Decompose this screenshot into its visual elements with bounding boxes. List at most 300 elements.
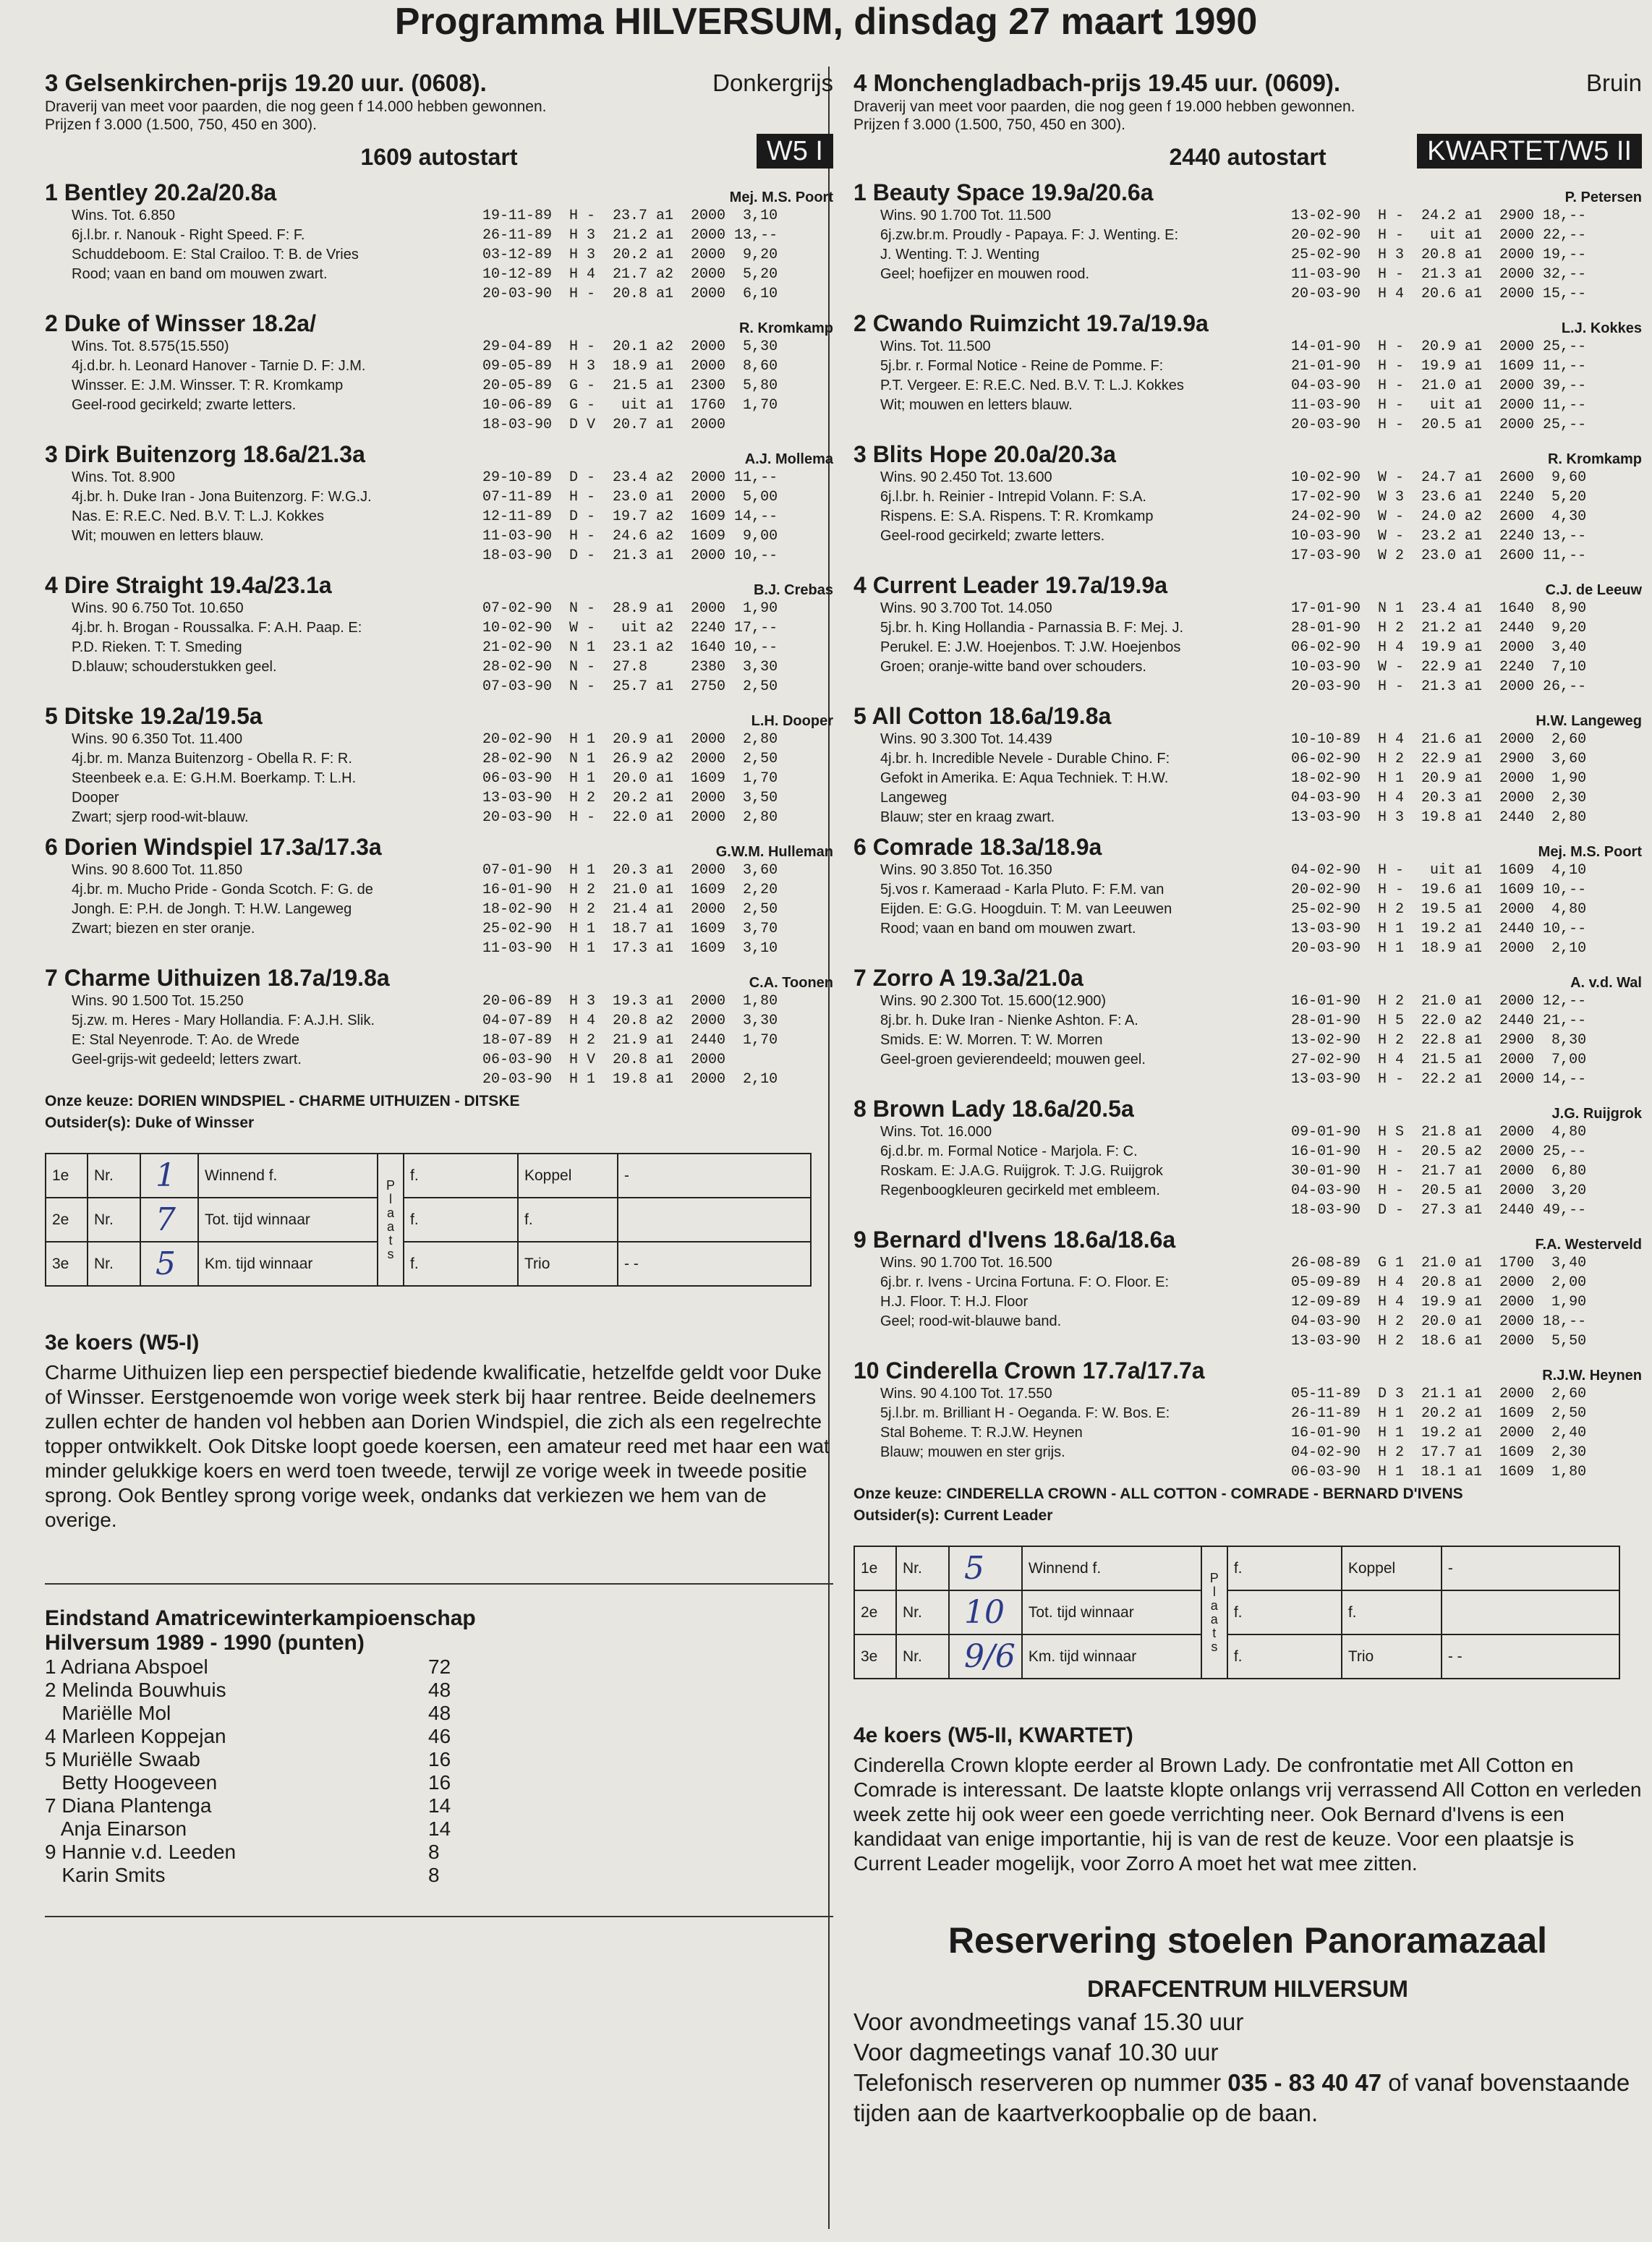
horse-description-line: Nas. E: R.E.C. Ned. B.V. T: L.J. Kokkes bbox=[72, 508, 325, 524]
article-title: 4e koers (W5-II, KWARTET) bbox=[853, 1723, 1133, 1747]
trio-dash: - - bbox=[1442, 1634, 1619, 1679]
standings-row bbox=[45, 1794, 833, 1817]
horse-description-line: Wins. Tot. 8.900 bbox=[72, 469, 176, 485]
horse-form bbox=[482, 730, 833, 827]
horse-name: 7 Zorro A 19.3a/21.0a bbox=[853, 965, 1083, 991]
horse-form bbox=[1291, 1384, 1642, 1482]
horse-description-line: Dooper bbox=[72, 790, 119, 806]
horse-form bbox=[482, 206, 833, 304]
total-time-label: Tot. tijd winnaar bbox=[1022, 1590, 1201, 1634]
ad-line: Voor dagmeetings vanaf 10.30 uur bbox=[853, 2039, 1219, 2066]
form-line: 10-10-89 H 4 21.6 a1 2000 2,60 bbox=[1291, 731, 1587, 748]
race-4-article bbox=[853, 1723, 1642, 1876]
form-line: 13-03-90 H 1 19.2 a1 2440 10,-- bbox=[1291, 921, 1587, 937]
horse-description-line: 6j.br. r. Ivens - Urcina Fortuna. F: O. Floor. E: bbox=[880, 1274, 1170, 1290]
horse-trainer: P. Petersen bbox=[1564, 189, 1642, 205]
horse-trainer: B.J. Crebas bbox=[753, 582, 833, 598]
form-line: 29-10-89 D - 23.4 a2 2000 11,-- bbox=[482, 469, 778, 486]
horse-trainer: H.W. Langeweg bbox=[1536, 713, 1642, 729]
rider-name: 9 Hannie v.d. Leeden bbox=[45, 1841, 237, 1863]
horse-description bbox=[72, 206, 498, 284]
rider-points: 48 bbox=[428, 1679, 451, 1701]
form-line: 18-07-89 H 2 21.9 a1 2440 1,70 bbox=[482, 1032, 778, 1049]
form-line: 20-02-90 H - 19.6 a1 1609 10,-- bbox=[1291, 882, 1587, 898]
horse-description-line: 5j.br. r. Formal Notice - Reine de Pomme. F: bbox=[880, 358, 1164, 374]
horse-trainer: R.J.W. Heynen bbox=[1542, 1368, 1642, 1384]
horse-description-line: Wins. 90 3.300 Tot. 14.439 bbox=[880, 731, 1052, 747]
horse-description-line: Geel-rood gecirkeld; zwarte letters. bbox=[880, 528, 1105, 544]
horse-description-line: Wins. Tot. 8.575(15.550) bbox=[72, 338, 229, 354]
horse-description-line: Eijden. E: G.G. Hoogduin. T: M. van Leeuwen bbox=[880, 901, 1172, 917]
horse-trainer: J.G. Ruijgrok bbox=[1551, 1106, 1642, 1122]
standings-row bbox=[45, 1655, 833, 1679]
horse-header bbox=[853, 833, 1642, 861]
plaats-label: P l a a t s bbox=[1201, 1546, 1227, 1679]
horse-description bbox=[880, 468, 1307, 546]
race-color: Bruin bbox=[1585, 69, 1642, 96]
form-line: 04-03-90 H - 21.0 a1 2000 39,-- bbox=[1291, 378, 1587, 394]
form-line: 13-02-90 H - 24.2 a1 2900 18,-- bbox=[1291, 208, 1587, 224]
form-line: 28-02-90 N - 27.8 2380 3,30 bbox=[482, 659, 778, 675]
result-table bbox=[45, 1153, 812, 1287]
horse-form bbox=[1291, 599, 1642, 696]
horse-description-line: Rispens. E: S.A. Rispens. T: R. Kromkamp bbox=[880, 508, 1154, 524]
race-distance: 2440 autostart bbox=[1169, 144, 1327, 170]
form-line: 12-11-89 D - 19.7 a2 1609 14,-- bbox=[482, 508, 778, 525]
form-line: 03-12-89 H 3 20.2 a1 2000 9,20 bbox=[482, 247, 778, 263]
handwritten-third: 5 bbox=[140, 1242, 198, 1286]
form-line: 20-03-90 H - 20.8 a1 2000 6,10 bbox=[482, 286, 778, 302]
form-line: 04-03-90 H 4 20.3 a1 2000 2,30 bbox=[1291, 790, 1587, 806]
horse-form bbox=[482, 468, 833, 566]
km-time-label: Km. tijd winnaar bbox=[1022, 1634, 1201, 1679]
horse-description-line: Zwart; sjerp rood-wit-blauw. bbox=[72, 809, 249, 825]
trio-label: Trio bbox=[1342, 1634, 1442, 1679]
standings-row bbox=[45, 1702, 833, 1725]
form-line: 09-01-90 H S 21.8 a1 2000 4,80 bbox=[1291, 1124, 1587, 1141]
form-line: 10-03-90 W - 23.2 a1 2240 13,-- bbox=[1291, 528, 1587, 545]
horse-description-line: Wins. 90 6.350 Tot. 11.400 bbox=[72, 731, 243, 747]
rider-name: Mariëlle Mol bbox=[45, 1702, 171, 1724]
form-line: 20-03-90 H - 22.0 a1 2000 2,80 bbox=[482, 809, 778, 826]
championship-standings bbox=[45, 1606, 833, 1887]
horse-description-line: Wins. 90 3.850 Tot. 16.350 bbox=[880, 862, 1052, 878]
horse-description bbox=[880, 337, 1307, 415]
horse-description-line: Wins. 90 1.700 Tot. 16.500 bbox=[880, 1255, 1052, 1271]
horse-description bbox=[880, 1253, 1307, 1331]
form-line: 26-11-89 H 3 21.2 a1 2000 13,-- bbox=[482, 227, 778, 244]
form-line: 13-03-90 H - 22.2 a1 2000 14,-- bbox=[1291, 1071, 1587, 1088]
form-line: 13-03-90 H 3 19.8 a1 2440 2,80 bbox=[1291, 809, 1587, 826]
rider-name: 2 Melinda Bouwhuis bbox=[45, 1679, 226, 1701]
form-line: 13-02-90 H 2 22.8 a1 2900 8,30 bbox=[1291, 1032, 1587, 1049]
ad-subtitle: DRAFCENTRUM HILVERSUM bbox=[1087, 1976, 1408, 2002]
form-line: 20-03-90 H 4 20.6 a1 2000 15,-- bbox=[1291, 286, 1587, 302]
form-line: 07-01-90 H 1 20.3 a1 2000 3,60 bbox=[482, 862, 778, 879]
horse-description-line: 6j.zw.br.m. Proudly - Papaya. F: J. Wenting. E: bbox=[880, 227, 1179, 243]
form-line: 10-03-90 W - 22.9 a1 2240 7,10 bbox=[1291, 659, 1587, 675]
nr-label: Nr. bbox=[88, 1154, 140, 1198]
horse-description-line: Geel-grijs-wit gedeeld; letters zwart. bbox=[72, 1052, 302, 1067]
f-label: f. bbox=[1227, 1546, 1342, 1590]
race-name: 3 Gelsenkirchen-prijs 19.20 uur. (0608). bbox=[45, 69, 487, 96]
horse-form bbox=[1291, 1253, 1642, 1351]
f-label: f. bbox=[1227, 1634, 1342, 1679]
f-label: f. bbox=[404, 1198, 518, 1242]
rider-points: 16 bbox=[428, 1771, 451, 1794]
horse-description-line: Rood; vaan en band om mouwen zwart. bbox=[72, 266, 328, 282]
standings-row bbox=[45, 1864, 833, 1887]
horse-description-line: Steenbeek e.a. E: G.H.M. Boerkamp. T: L.H. bbox=[72, 770, 357, 786]
form-line: 28-01-90 H 2 21.2 a1 2440 9,20 bbox=[1291, 620, 1587, 636]
ad-line-text: Telefonisch reserveren op nummer bbox=[853, 2069, 1228, 2096]
horse-name: 4 Current Leader 19.7a/19.9a bbox=[853, 572, 1168, 598]
form-line: 21-01-90 H - 19.9 a1 1609 11,-- bbox=[1291, 358, 1587, 375]
form-line: 25-02-90 H 1 18.7 a1 1609 3,70 bbox=[482, 921, 778, 937]
form-line: 16-01-90 H - 20.5 a2 2000 25,-- bbox=[1291, 1143, 1587, 1160]
form-line: 12-09-89 H 4 19.9 a1 2000 1,90 bbox=[1291, 1294, 1587, 1310]
horse-description-line: 4j.br. h. Duke Iran - Jona Buitenzorg. F: W.G.J. bbox=[72, 489, 372, 505]
horse-header bbox=[853, 179, 1642, 206]
page-title: Programma HILVERSUM, dinsdag 27 maart 1990 bbox=[394, 1, 1258, 43]
horse-description-line: 6j.l.br. r. Nanouk - Right Speed. F: F. bbox=[72, 227, 305, 243]
horse-description-line: Roskam. E: J.A.G. Ruijgrok. T: J.G. Ruijgrok bbox=[880, 1163, 1163, 1179]
form-line: 20-03-90 H - 20.5 a1 2000 25,-- bbox=[1291, 417, 1587, 433]
horse-header bbox=[853, 310, 1642, 337]
form-line: 27-02-90 H 4 21.5 a1 2000 7,00 bbox=[1291, 1052, 1587, 1068]
form-line: 04-03-90 H - 20.5 a1 2000 3,20 bbox=[1291, 1182, 1587, 1199]
race-prizes: Prijzen f 3.000 (1.500, 750, 450 en 300). bbox=[45, 116, 317, 133]
place-label: 1e bbox=[46, 1154, 88, 1198]
form-line: 10-02-90 W - 24.7 a1 2600 9,60 bbox=[1291, 469, 1587, 486]
horse-name: 2 Cwando Ruimzicht 19.7a/19.9a bbox=[853, 310, 1209, 336]
horse-form bbox=[1291, 992, 1642, 1089]
horse-description-line: 6j.d.br. m. Formal Notice - Marjola. F: C. bbox=[880, 1143, 1138, 1159]
horse-description-line: Geel; hoefijzer en mouwen rood. bbox=[880, 266, 1090, 282]
race-header bbox=[45, 69, 833, 98]
horse-form bbox=[482, 861, 833, 958]
rider-points: 46 bbox=[428, 1725, 451, 1747]
km-time-label: Km. tijd winnaar bbox=[198, 1242, 378, 1286]
horse-description-line: Wit; mouwen en letters blauw. bbox=[72, 528, 264, 544]
form-line: 26-08-89 G 1 21.0 a1 1700 3,40 bbox=[1291, 1255, 1587, 1271]
horse-description bbox=[880, 1122, 1307, 1201]
horse-entry bbox=[853, 1226, 1642, 1351]
form-line: 11-03-90 H - 24.6 a2 1609 9,00 bbox=[482, 528, 778, 545]
horse-form bbox=[482, 337, 833, 435]
plaats-label: P l a a t s bbox=[378, 1154, 404, 1286]
form-line: 18-03-90 D - 27.3 a1 2440 49,-- bbox=[1291, 1202, 1587, 1219]
horse-description bbox=[880, 1384, 1307, 1462]
horse-trainer: L.J. Kokkes bbox=[1561, 320, 1642, 336]
horse-name: 5 All Cotton 18.6a/19.8a bbox=[853, 703, 1112, 729]
phone-number: 035 - 83 40 47 bbox=[1227, 2069, 1382, 2096]
horse-name: 6 Comrade 18.3a/18.9a bbox=[853, 834, 1102, 860]
horse-trainer: A. v.d. Wal bbox=[1570, 975, 1642, 991]
form-line: 20-05-89 G - 21.5 a1 2300 5,80 bbox=[482, 378, 778, 394]
rider-points: 72 bbox=[428, 1655, 451, 1678]
horse-description-line: 5j.br. h. King Hollandia - Parnassia B. F: Mej. J. bbox=[880, 620, 1184, 636]
horse-entry bbox=[853, 964, 1642, 1089]
horse-description-line: 5j.zw. m. Heres - Mary Hollandia. F: A.J.H. Slik. bbox=[72, 1013, 375, 1028]
horse-name: 7 Charme Uithuizen 18.7a/19.8a bbox=[45, 965, 390, 991]
horse-entry bbox=[853, 1095, 1642, 1220]
horse-description-line: Blauw; mouwen en ster grijs. bbox=[880, 1444, 1065, 1460]
form-line: 11-03-90 H - uit a1 2000 11,-- bbox=[1291, 397, 1587, 414]
horse-description-line: Wins. 90 3.700 Tot. 14.050 bbox=[880, 600, 1052, 616]
horse-description bbox=[880, 599, 1307, 677]
article-title: 3e koers (W5-I) bbox=[45, 1331, 200, 1355]
horse-description bbox=[72, 337, 498, 415]
horse-description-line: Wins. Tot. 11.500 bbox=[880, 338, 991, 354]
form-line: 10-02-90 W - uit a2 2240 17,-- bbox=[482, 620, 778, 636]
form-line: 18-02-90 H 1 20.9 a1 2000 1,90 bbox=[1291, 770, 1587, 787]
horse-trainer: F.A. Westerveld bbox=[1535, 1237, 1642, 1253]
trio-label: Trio bbox=[518, 1242, 618, 1286]
rider-points: 14 bbox=[428, 1794, 451, 1817]
form-line: 20-03-90 H 1 19.8 a1 2000 2,10 bbox=[482, 1071, 778, 1088]
form-line: 30-01-90 H - 21.7 a1 2000 6,80 bbox=[1291, 1163, 1587, 1180]
section-divider bbox=[45, 1583, 833, 1585]
section-divider bbox=[45, 1916, 833, 1917]
form-line: 14-01-90 H - 20.9 a1 2000 25,-- bbox=[1291, 338, 1587, 355]
horse-header bbox=[45, 833, 833, 861]
horse-description-line: Wins. 90 6.750 Tot. 10.650 bbox=[72, 600, 244, 616]
horse-name: 10 Cinderella Crown 17.7a/17.7a bbox=[853, 1357, 1205, 1384]
form-line: 17-02-90 W 3 23.6 a1 2240 5,20 bbox=[1291, 489, 1587, 506]
horse-description-line: Wins. 90 2.450 Tot. 13.600 bbox=[880, 469, 1052, 485]
horse-description-line: P.T. Vergeer. E: R.E.C. Ned. B.V. T: L.J. Kokkes bbox=[880, 378, 1184, 393]
horse-description-line: Rood; vaan en band om mouwen zwart. bbox=[880, 921, 1136, 937]
horse-description-line: P.D. Rieken. T: T. Smeding bbox=[72, 639, 242, 655]
form-line: 20-02-90 H - uit a1 2000 22,-- bbox=[1291, 227, 1587, 244]
horse-description-line: Wins. 90 8.600 Tot. 11.850 bbox=[72, 862, 243, 878]
form-line: 20-06-89 H 3 19.3 a1 2000 1,80 bbox=[482, 993, 778, 1010]
horse-description-line: Wit; mouwen en letters blauw. bbox=[880, 397, 1073, 413]
form-line: 07-02-90 N - 28.9 a1 2000 1,90 bbox=[482, 600, 778, 617]
our-choice: Onze keuze: CINDERELLA CROWN - ALL COTTON - COMRADE - BERNARD D'IVENS bbox=[853, 1486, 1463, 1502]
horse-entry bbox=[853, 1357, 1642, 1482]
handwritten-second: 7 bbox=[140, 1198, 198, 1242]
horse-name: 1 Bentley 20.2a/20.8a bbox=[45, 179, 277, 205]
form-line: 28-02-90 N 1 26.9 a2 2000 2,50 bbox=[482, 751, 778, 767]
our-choice: Onze keuze: DORIEN WINDSPIEL - CHARME UITHUIZEN - DITSKE bbox=[45, 1093, 520, 1109]
horse-name: 5 Ditske 19.2a/19.5a bbox=[45, 703, 263, 729]
horse-entry bbox=[45, 310, 833, 435]
horse-entry bbox=[45, 964, 833, 1089]
horse-trainer: Mej. M.S. Poort bbox=[729, 189, 833, 205]
form-line: 06-02-90 H 2 22.9 a1 2900 3,60 bbox=[1291, 751, 1587, 767]
race-distance: 1609 autostart bbox=[360, 144, 518, 170]
race-3-article bbox=[45, 1330, 833, 1533]
horse-description-line: 5j.l.br. m. Brilliant H - Oeganda. F: W. Bos. E: bbox=[880, 1405, 1170, 1421]
form-line: 25-02-90 H 2 19.5 a1 2000 4,80 bbox=[1291, 901, 1587, 918]
standings-row bbox=[45, 1771, 833, 1794]
race-color: Donkergrijs bbox=[712, 69, 833, 96]
horse-form bbox=[482, 992, 833, 1089]
winnings-label: Winnend f. bbox=[198, 1154, 378, 1198]
f-label: f. bbox=[404, 1242, 518, 1286]
horse-header bbox=[45, 702, 833, 730]
form-line: 07-03-90 N - 25.7 a1 2750 2,50 bbox=[482, 678, 778, 695]
horse-description bbox=[72, 599, 498, 677]
horse-description-line: 4j.br. m. Manza Buitenzorg - Obella R. F: R. bbox=[72, 751, 352, 767]
form-line: 29-04-89 H - 20.1 a2 2000 5,30 bbox=[482, 338, 778, 355]
form-line: 09-05-89 H 3 18.9 a1 2000 8,60 bbox=[482, 358, 778, 375]
race-3-column bbox=[45, 69, 833, 1939]
horse-trainer: G.W.M. Hulleman bbox=[715, 844, 833, 860]
form-line: 21-02-90 N 1 23.1 a2 1640 10,-- bbox=[482, 639, 778, 656]
horse-name: 8 Brown Lady 18.6a/20.5a bbox=[853, 1096, 1134, 1122]
horse-description-line: 4j.br. h. Incredible Nevele - Durable Chino. F: bbox=[880, 751, 1170, 767]
ad-title: Reservering stoelen Panoramazaal bbox=[948, 1920, 1548, 1961]
horse-description-line: Wins. 90 1.700 Tot. 11.500 bbox=[880, 208, 1052, 223]
standings-row bbox=[45, 1841, 833, 1864]
f-label: f. bbox=[518, 1198, 618, 1242]
horse-description-line: Geel-rood gecirkeld; zwarte letters. bbox=[72, 397, 297, 413]
form-line: 04-02-90 H 2 17.7 a1 1609 2,30 bbox=[1291, 1444, 1587, 1461]
horse-header bbox=[45, 179, 833, 206]
place-label: 3e bbox=[46, 1242, 88, 1286]
race-conditions: Draverij van meet voor paarden, die nog geen f 19.000 hebben gewonnen. bbox=[853, 98, 1355, 115]
rider-name: Betty Hoogeveen bbox=[45, 1771, 218, 1794]
place-label: 2e bbox=[854, 1590, 896, 1634]
form-line: 20-03-90 H - 21.3 a1 2000 26,-- bbox=[1291, 678, 1587, 695]
horse-trainer: A.J. Mollema bbox=[744, 451, 833, 467]
horse-entry bbox=[853, 571, 1642, 696]
winnings-label: Winnend f. bbox=[1022, 1546, 1201, 1590]
handwritten-first: 1 bbox=[140, 1154, 198, 1198]
horse-trainer: R. Kromkamp bbox=[738, 320, 833, 336]
ad-line: Voor avondmeetings vanaf 15.30 uur bbox=[853, 2008, 1244, 2035]
standings-row bbox=[45, 1679, 833, 1702]
rider-points: 8 bbox=[428, 1864, 440, 1886]
horse-description-line: Jongh. E: P.H. de Jongh. T: H.W. Langeweg bbox=[72, 901, 352, 917]
rider-points: 48 bbox=[428, 1702, 451, 1724]
place-label: 3e bbox=[854, 1634, 896, 1679]
horse-form bbox=[1291, 337, 1642, 435]
horse-description-line: Gefokt in Amerika. E: Aqua Techniek. T: H.W. bbox=[880, 770, 1169, 786]
horse-description-line: Wins. Tot. 16.000 bbox=[880, 1124, 992, 1140]
horse-description-line: H.J. Floor. T: H.J. Floor bbox=[880, 1294, 1029, 1310]
form-line: 28-01-90 H 5 22.0 a2 2440 21,-- bbox=[1291, 1013, 1587, 1029]
horse-description bbox=[72, 730, 498, 827]
horse-description bbox=[72, 861, 498, 939]
horse-entry bbox=[45, 571, 833, 696]
form-line: 04-07-89 H 4 20.8 a2 2000 3,30 bbox=[482, 1013, 778, 1029]
standings-title: Eindstand Amatricewinterkampioenschap bbox=[45, 1606, 476, 1630]
form-line: 07-11-89 H - 23.0 a1 2000 5,00 bbox=[482, 489, 778, 506]
place-label: 2e bbox=[46, 1198, 88, 1242]
horse-description-line: Schuddeboom. E: Stal Crailoo. T: B. de Vries bbox=[72, 247, 359, 263]
horse-trainer: Mej. M.S. Poort bbox=[1538, 844, 1642, 860]
horse-description bbox=[880, 730, 1307, 827]
horse-description bbox=[72, 468, 498, 546]
race-conditions: Draverij van meet voor paarden, die nog geen f 14.000 hebben gewonnen. bbox=[45, 98, 547, 115]
horse-entry bbox=[853, 179, 1642, 304]
horse-header bbox=[853, 1095, 1642, 1122]
rider-name: 1 Adriana Abspoel bbox=[45, 1655, 208, 1678]
form-line: 06-03-90 H 1 20.0 a1 1609 1,70 bbox=[482, 770, 778, 787]
place-label: 1e bbox=[854, 1546, 896, 1590]
horse-name: 4 Dire Straight 19.4a/23.1a bbox=[45, 572, 332, 598]
horse-description bbox=[72, 992, 498, 1070]
start-row bbox=[45, 134, 833, 173]
form-line: 18-03-90 D V 20.7 a1 2000 bbox=[482, 417, 726, 433]
horse-form bbox=[482, 599, 833, 696]
form-line: 04-02-90 H - uit a1 1609 4,10 bbox=[1291, 862, 1587, 879]
form-line: 16-01-90 H 2 21.0 a1 2000 12,-- bbox=[1291, 993, 1587, 1010]
form-line: 05-11-89 D 3 21.1 a1 2000 2,60 bbox=[1291, 1386, 1587, 1402]
horse-header bbox=[45, 310, 833, 337]
horse-trainer: C.A. Toonen bbox=[749, 975, 833, 991]
horse-description-line: Wins. 90 1.500 Tot. 15.250 bbox=[72, 993, 244, 1009]
form-line: 16-01-90 H 2 21.0 a1 1609 2,20 bbox=[482, 882, 778, 898]
form-line: 20-02-90 H 1 20.9 a1 2000 2,80 bbox=[482, 731, 778, 748]
form-line: 11-03-90 H - 21.3 a1 2000 32,-- bbox=[1291, 266, 1587, 283]
horse-header bbox=[45, 440, 833, 468]
horse-entry bbox=[853, 833, 1642, 958]
horse-name: 1 Beauty Space 19.9a/20.6a bbox=[853, 179, 1154, 205]
horse-name: 6 Dorien Windspiel 17.3a/17.3a bbox=[45, 834, 382, 860]
horse-entry bbox=[45, 702, 833, 827]
bet-type-badge: W5 I bbox=[757, 134, 833, 169]
nr-label: Nr. bbox=[88, 1198, 140, 1242]
rider-points: 14 bbox=[428, 1817, 451, 1840]
article-body: Charme Uithuizen liep een perspectief biedende kwalificatie, hetzelfde geldt voor Duke of Winsser. Eerstgenoemde won vorige week sterk bij haar rentree. Beide deelnemers zullen echter de handen vol hebben aan Dorien Windspiel, die zich als een regelrechte topper ontwikkelt. Ook Ditske loopt goede koersen, een amateur reed met haar een wat minder gelukkige koers en werd toen tweede, terwijl ze vorige week in tweede positie sprong. Ook Bentley sprong vorige week, ondanks dat verkiezen we hem van de overige. bbox=[45, 1361, 830, 1531]
horse-header bbox=[45, 571, 833, 599]
result-table bbox=[853, 1546, 1620, 1679]
handwritten-first: 5 bbox=[949, 1546, 1022, 1590]
horse-description-line: Smids. E: W. Morren. T: W. Morren bbox=[880, 1032, 1103, 1048]
total-time-label: Tot. tijd winnaar bbox=[198, 1198, 378, 1242]
horse-description bbox=[880, 861, 1307, 939]
koppel-label: Koppel bbox=[1342, 1546, 1442, 1590]
horse-description-line: D.blauw; schouderstukken geel. bbox=[72, 659, 277, 675]
horse-header bbox=[853, 1226, 1642, 1253]
horse-description-line: Regenboogkleuren gecirkeld met embleem. bbox=[880, 1182, 1160, 1198]
horse-description-line: Stal Boheme. T: R.J.W. Heynen bbox=[880, 1425, 1083, 1441]
form-line: 06-03-90 H 1 18.1 a1 1609 1,80 bbox=[1291, 1464, 1587, 1480]
horse-description-line: Wins. 90 2.300 Tot. 15.600(12.900) bbox=[880, 993, 1107, 1009]
rider-name: 4 Marleen Koppejan bbox=[45, 1725, 226, 1747]
form-line: 18-03-90 D - 21.3 a1 2000 10,-- bbox=[482, 547, 778, 564]
horse-description-line: J. Wenting. T: J. Wenting bbox=[880, 247, 1040, 263]
rider-name: Anja Einarson bbox=[45, 1817, 187, 1840]
race-prizes: Prijzen f 3.000 (1.500, 750, 450 en 300). bbox=[853, 116, 1125, 133]
rider-name: 7 Diana Plantenga bbox=[45, 1794, 212, 1817]
horse-description-line: Winsser. E: J.M. Winsser. T: R. Kromkamp bbox=[72, 378, 344, 393]
horse-description bbox=[880, 206, 1307, 284]
horse-description bbox=[880, 992, 1307, 1070]
rider-points: 16 bbox=[428, 1748, 451, 1770]
nr-label: Nr. bbox=[88, 1242, 140, 1286]
horse-description-line: 4j.br. h. Brogan - Roussalka. F: A.H. Paap. E: bbox=[72, 620, 362, 636]
standings-list bbox=[45, 1655, 833, 1887]
horse-description-line: Langeweg bbox=[880, 790, 948, 806]
horse-description-line: Blauw; ster en kraag zwart. bbox=[880, 809, 1055, 825]
horse-form bbox=[1291, 206, 1642, 304]
horse-entry bbox=[45, 833, 833, 958]
horse-header bbox=[853, 702, 1642, 730]
trio-dash: - - bbox=[618, 1242, 811, 1286]
horse-header bbox=[853, 571, 1642, 599]
form-line: 13-03-90 H 2 18.6 a1 2000 5,50 bbox=[1291, 1333, 1587, 1350]
horse-description-line: Geel; rood-wit-blauwe band. bbox=[880, 1313, 1062, 1329]
horse-description-line: Wins. Tot. 6.850 bbox=[72, 208, 176, 223]
f-label: f. bbox=[404, 1154, 518, 1198]
form-line: 11-03-90 H 1 17.3 a1 1609 3,10 bbox=[482, 940, 778, 957]
